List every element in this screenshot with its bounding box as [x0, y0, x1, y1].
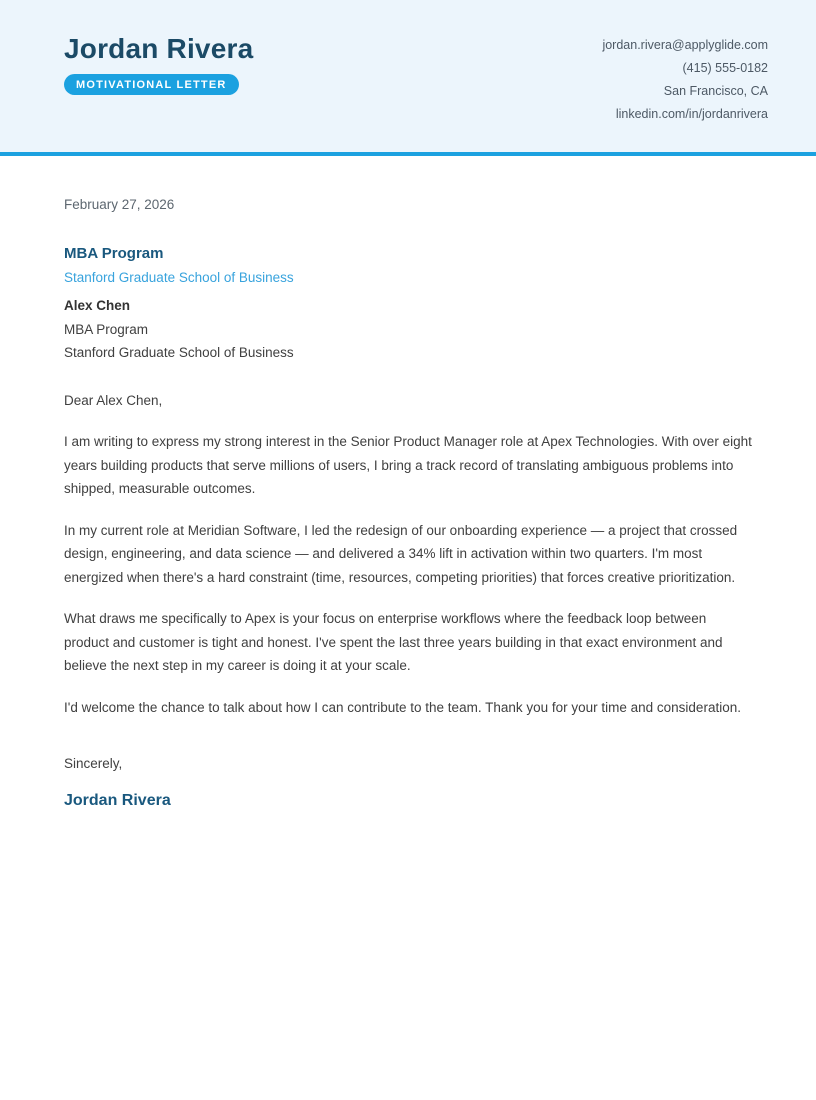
page-title: Jordan Rivera	[64, 33, 254, 64]
contact-location: San Francisco, CA	[663, 84, 768, 98]
recipient-program-heading: MBA Program	[64, 244, 164, 262]
paragraph-motivation: What draws me specifically to Apex is your focus on enterprise workflows where the feedback loop between product and customer is tight and honest. I've spent the last three years building in that exact environment and believe the next step in my career is doing it at your scale.	[64, 611, 723, 673]
recipient-school-link[interactable]: Stanford Graduate School of Business	[64, 269, 294, 285]
contact-info	[602, 33, 768, 126]
header-identity	[64, 33, 253, 95]
letter-body	[0, 156, 816, 812]
paragraph-experience: In my current role at Meridian Software, I led the redesign of our onboarding experience — a project that crossed design, engineering, and data science — and delivered a 34% lift in activation within two quarters. I'm most energized when there's a hard constraint (time, resources, competing priorities) that forces creative prioritization.	[64, 522, 738, 585]
recipient-school-row	[64, 266, 752, 290]
letter-header	[0, 0, 816, 156]
recipient-block	[64, 242, 752, 365]
paragraph-intro: I am writing to express my strong interest in the Senior Product Manager role at Apex Technologies. With over eight years building products that serve millions of users, I bring a track record of translating ambiguous problems into shipped, measurable outcomes.	[64, 434, 752, 496]
contact-email: jordan.rivera@applyglide.com	[602, 38, 768, 52]
recipient-contact-program: MBA Program	[64, 321, 149, 337]
recipient-contact-school: Stanford Graduate School of Business	[64, 345, 294, 360]
signature-name: Jordan Rivera	[64, 791, 171, 809]
document-type-badge: MOTIVATIONAL LETTER	[64, 74, 239, 95]
contact-linkedin: linkedin.com/in/jordanrivera	[615, 107, 768, 121]
contact-phone: (415) 555-0182	[682, 61, 768, 75]
paragraph-call-to-action: I'd welcome the chance to talk about how I can contribute to the team. Thank you for your time and consideration.	[64, 699, 741, 715]
letter-date: February 27, 2026	[64, 197, 175, 212]
recipient-contact-name: Alex Chen	[64, 298, 131, 313]
closing: Sincerely,	[64, 756, 123, 771]
salutation: Dear Alex Chen,	[64, 392, 163, 408]
